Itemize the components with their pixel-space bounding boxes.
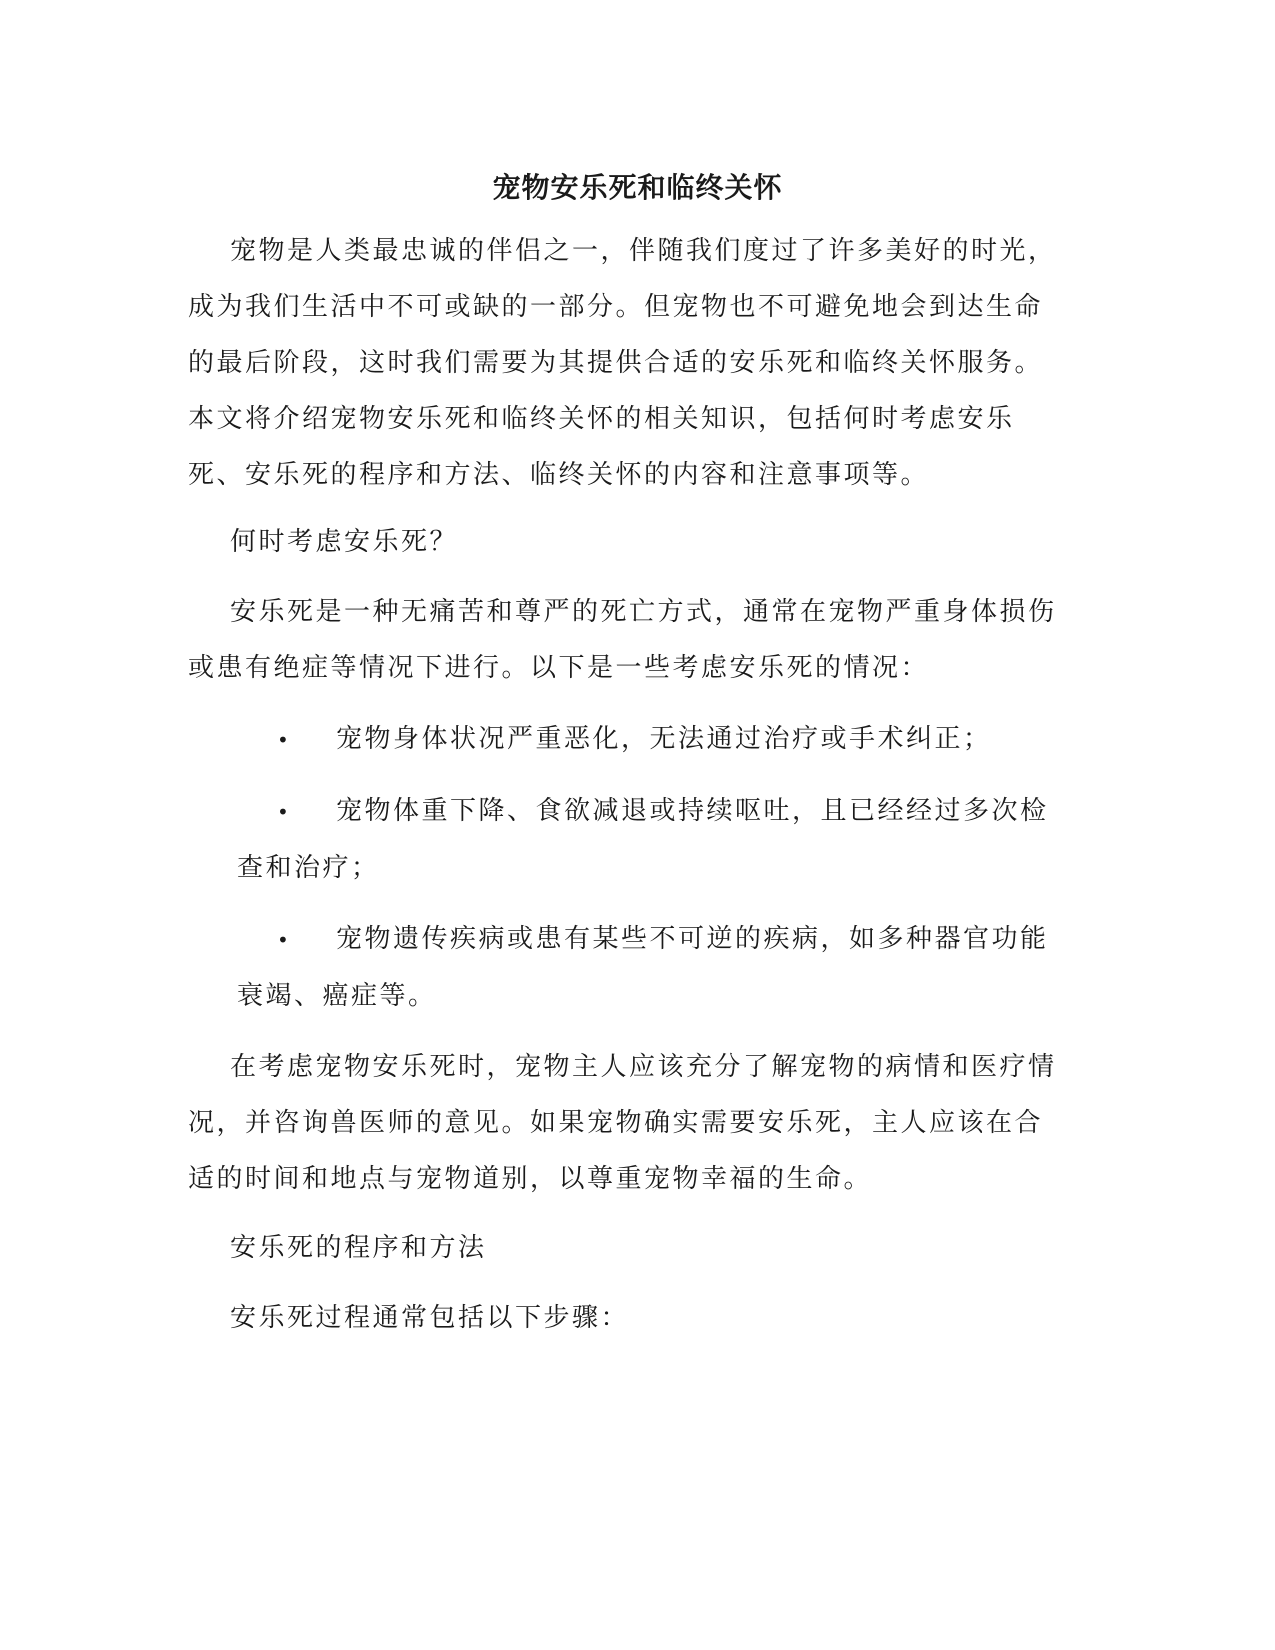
intro-paragraph: 宠物是人类最忠诚的伴侣之一，伴随我们度过了许多美好的时光，成为我们生活中不可或缺的一部分。但宠物也不可避免地会到达生命的最后阶段，这时我们需要为其提供合适的安乐死和临终关怀服务。本文将介绍宠物安乐死和临终关怀的相关知识，包括何时考虑安乐死、安乐死的程序和方法、临终关怀的内容和注意事项等。	[188, 236, 1057, 490]
document-title: 宠物安乐死和临终关怀	[492, 171, 783, 204]
bullet-dot-icon: •	[277, 728, 292, 752]
bullet-text: 宠物遗传疾病或患有某些不可逆的疾病，如多种器官功能	[336, 924, 1049, 954]
section-heading-procedure: 安乐死的程序和方法	[230, 1233, 487, 1263]
section-conclusion-when: 在考虑宠物安乐死时，宠物主人应该充分了解宠物的病情和医疗情况，并咨询兽医师的意见。如果宠物确实需要安乐死，主人应该在合适的时间和地点与宠物道别，以尊重宠物幸福的生命。	[188, 1052, 1057, 1194]
bullet-text-continued: 查和治疗；	[237, 853, 380, 883]
bullet-item-2	[237, 783, 1067, 896]
section-body-when: 安乐死是一种无痛苦和尊严的死亡方式，通常在宠物严重身体损伤或患有绝症等情况下进行。以下是一些考虑安乐死的情况：	[188, 597, 1057, 683]
section-body-procedure: 安乐死过程通常包括以下步骤：	[230, 1303, 630, 1333]
bullet-dot-icon: •	[277, 928, 292, 952]
bullet-text: 宠物体重下降、食欲减退或持续呕吐，且已经经过多次检	[336, 796, 1049, 826]
bullet-item-3	[237, 911, 1067, 1024]
bullet-text-continued: 衰竭、癌症等。	[237, 981, 437, 1011]
bullet-text: 宠物身体状况严重恶化，无法通过治疗或手术纠正；	[336, 724, 992, 754]
bullet-item-1	[237, 711, 1067, 768]
bullet-dot-icon: •	[277, 800, 292, 824]
section-heading-when: 何时考虑安乐死？	[230, 527, 459, 557]
